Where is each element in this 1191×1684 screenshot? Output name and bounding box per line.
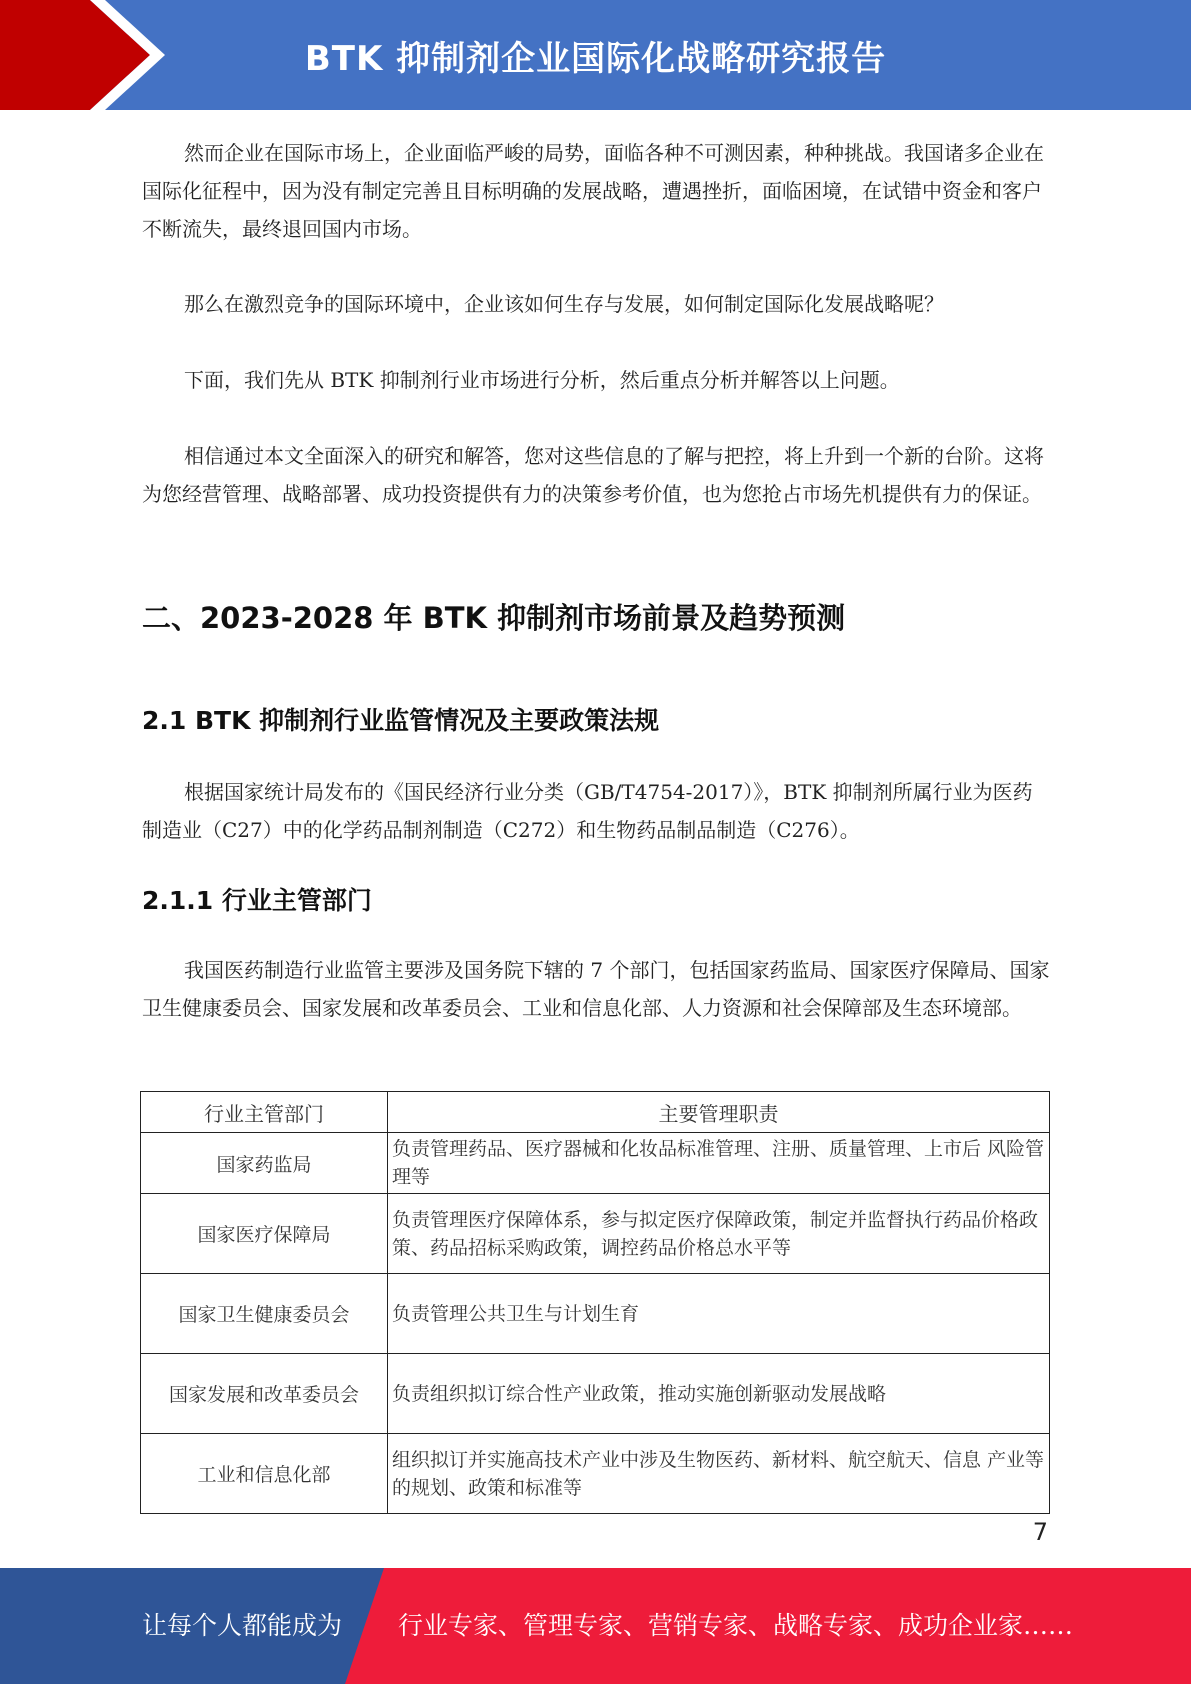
table-header-row	[141, 1092, 1050, 1133]
intro-paragraph-1: 然而企业在国际市场上，企业面临严峻的局势，面临各种不可测因素，种种挑战。我国诸多企业在国际化征程中，因为没有制定完善且目标明确的发展战略，遭遇挫折，面临困境，在试错中资金和客户不断流失，最终退回国内市场。	[142, 141, 1044, 241]
department-table	[140, 1091, 1050, 1514]
table-row	[141, 1194, 1050, 1274]
table-row	[141, 1434, 1050, 1514]
page-number: 7	[1032, 1518, 1048, 1546]
subsubsection-heading: 2.1.1 行业主管部门	[142, 886, 372, 915]
intro-paragraph-2: 那么在激烈竞争的国际环境中，企业该如何生存与发展，如何制定国际化发展战略呢？	[184, 292, 944, 316]
table-cell-duties: 负责管理医疗保障体系，参与拟定医疗保障政策，制定并监督执行药品价格政策、药品招标采购政策，调控药品价格总水平等	[388, 1194, 1050, 1274]
table-cell-department: 国家卫生健康委员会	[141, 1274, 388, 1354]
intro-paragraph-3: 下面，我们先从 BTK 抑制剂行业市场进行分析，然后重点分析并解答以上问题。	[184, 368, 900, 392]
table-row	[141, 1354, 1050, 1434]
page-header	[0, 0, 1191, 110]
table-cell-duties: 负责管理公共卫生与计划生育	[388, 1274, 1050, 1354]
subsubsection-paragraph: 我国医药制造行业监管主要涉及国务院下辖的 7 个部门，包括国家药监局、国家医疗保障局、国家卫生健康委员会、国家发展和改革委员会、工业和信息化部、人力资源和社会保障部及生态环境部。	[142, 958, 1050, 1020]
table-row	[141, 1274, 1050, 1354]
table-cell-department: 国家发展和改革委员会	[141, 1354, 388, 1434]
footer-slogan-right: 行业专家、管理专家、营销专家、战略专家、成功企业家……	[398, 1611, 1074, 1640]
intro-paragraph-4: 相信通过本文全面深入的研究和解答，您对这些信息的了解与把控，将上升到一个新的台阶。这将为您经营管理、战略部署、成功投资提供有力的决策参考价值，也为您抢占市场先机提供有力的保证。	[142, 444, 1044, 506]
table-cell-department: 工业和信息化部	[141, 1434, 388, 1514]
page-footer	[0, 1568, 1191, 1684]
table-cell-duties: 负责管理药品、医疗器械和化妆品标准管理、注册、质量管理、上市后 风险管理等	[388, 1133, 1050, 1194]
table-cell-department: 国家药监局	[141, 1133, 388, 1194]
report-title: BTK 抑制剂企业国际化战略研究报告	[304, 38, 887, 79]
table-header-department: 行业主管部门	[141, 1092, 388, 1133]
table-cell-department: 国家医疗保障局	[141, 1194, 388, 1274]
subsection-paragraph: 根据国家统计局发布的《国民经济行业分类（GB/T4754-2017）》，BTK 抑制剂所属行业为医药制造业（C27）中的化学药品制剂制造（C272）和生物药品制品制造（C276）。	[142, 780, 1033, 842]
table-row	[141, 1133, 1050, 1194]
table-cell-duties: 负责组织拟订综合性产业政策，推动实施创新驱动发展战略	[388, 1354, 1050, 1434]
section-heading: 二、2023-2028 年 BTK 抑制剂市场前景及趋势预测	[142, 601, 846, 635]
subsection-heading: 2.1 BTK 抑制剂行业监管情况及主要政策法规	[142, 706, 660, 735]
table-cell-duties: 组织拟订并实施高技术产业中涉及生物医药、新材料、航空航天、信息 产业等的规划、政策和标准等	[388, 1434, 1050, 1514]
table-header-duties: 主要管理职责	[388, 1092, 1050, 1133]
footer-slogan-left: 让每个人都能成为	[142, 1611, 343, 1640]
